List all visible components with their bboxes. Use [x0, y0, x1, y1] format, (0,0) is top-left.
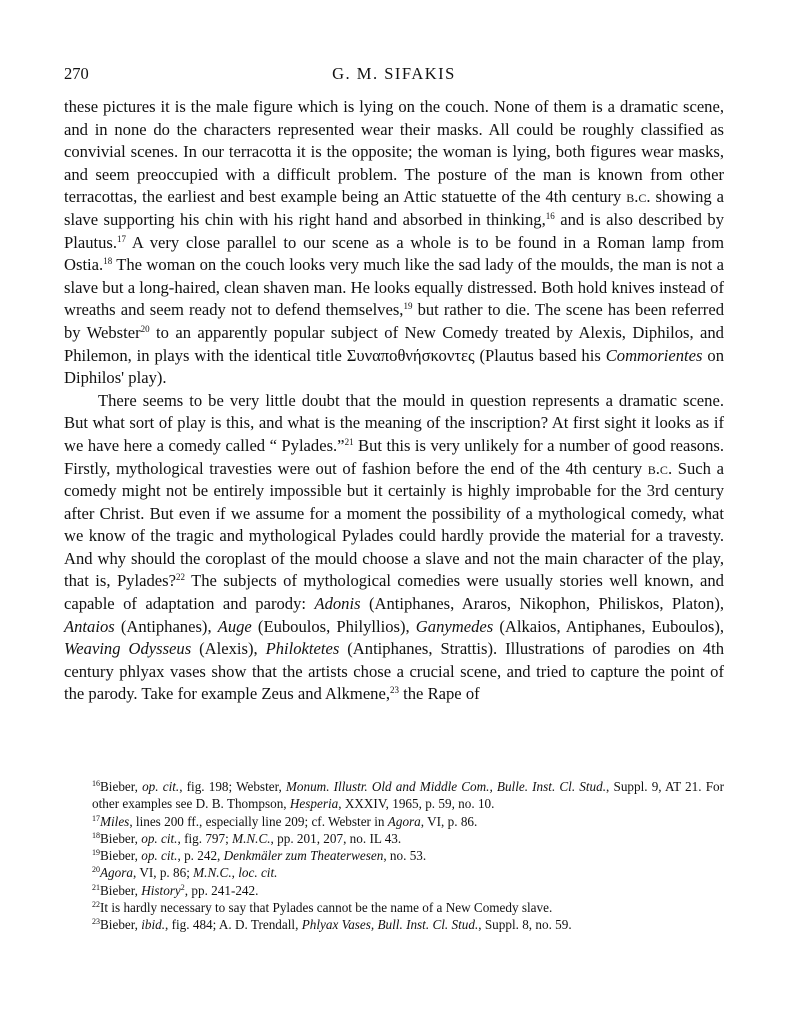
paragraph-1: these pictures it is the male figure which is lying on the couch. None of them is a dramatic scene, and in none do the characters represented wear their masks. All could be roughly classified as convivial scenes. In our terracotta it is the opposite; the woman is lying, both figures wear masks, and seem preoccupied with a difficult problem. The posture of the man is known from other terracottas, the earliest and best example being an Attic statuette of the 4th century b.c. showing a slave supporting his chin with his right hand and absorbed in thinking,$^{16}$ and is also described by Plautus.$^{17}$ A very close parallel to our scene as a whole is to be found in a Roman lamp from Ostia.$^{18}$ The woman on the couch looks very much like the sad lady of the moulds, the man is not a slave but a long-haired, clean shaven man. He looks equally distressed. Both hold knives instead of wreaths and seem ready not to defend themselves,$^{19}$ but rather to die. The scene has been referred by Webster$^{20}$ to an apparently popular subject of New Comedy treated by Alexis, Diphilos, and Philemon, in plays with the identical title Συναποθνήσκοντες (Plautus based his Commorientes on Diphilos' play).	[64, 97, 724, 388]
footnote-16: $^{16}$Bieber, op. cit., fig. 198; Webster, Monum. Illustr. Old and Middle Com., Bulle. Inst. Cl. Stud., Suppl. 9, AT 21. For other examples see D. B. Thompson, Hesperia, XXXIV, 1965, p. 59, no. 10.	[92, 779, 725, 812]
footnote-21: $^{21}$Bieber, History$^2$, pp. 241-242.	[92, 882, 259, 898]
footnote-ref-22[interactable]: 22	[175, 572, 185, 583]
greek-title: Συναποθνήσκοντες	[346, 345, 475, 365]
running-head: G. M. SIFAKIS	[332, 64, 456, 83]
footnotes	[64, 778, 724, 934]
footnote-ref-19[interactable]: 19	[403, 301, 413, 312]
page-header	[64, 64, 724, 88]
footnote-ref-18[interactable]: 18	[103, 256, 113, 267]
paragraph-2: There seems to be very little doubt that the mould in question represents a dramatic scene. But what sort of play is this, and what is the meaning of the inscription? At first sight it looks as if we have here a comedy called “ Pylades.”$^{21}$ But this is very unlikely for a number of good reasons. Firstly, mythological travesties were out of fashion before the end of the 4th century b.c. Such a comedy might not be entirely impossible but it certainly is highly improbable for the 3rd century after Christ. But even if we assume for a moment the possibility of a mythological comedy, what we know of the tragic and mythological Pylades could hardly provide the material for a travesty. And why should the coroplast of the mould choose a slave and not the main character of the play, that is, Pylades?$^{22}$ The subjects of mythological comedies were usually stories well known, and capable of adaptation and parody: Adonis (Antiphanes, Araros, Nikophon, Philiskos, Platon), Antaios (Antiphanes), Auge (Euboulos, Philyllios), Ganymedes (Alkaios, Antiphanes, Euboulos), Weaving Odysseus (Alexis), Philoktetes (Antiphanes, Strattis). Illustrations of parodies on 4th century phlyax vases show that the artists chose a crucial scene, and tried to capture the point of the parody. Take for example Zeus and Alkmene,$^{23}$ the Rape of	[64, 390, 724, 704]
footnote-22: $^{22}$It is hardly necessary to say that Pylades cannot be the name of a New Comedy slave.	[92, 900, 553, 916]
footnote-ref-21[interactable]: 21	[344, 436, 354, 447]
footnote-18: $^{18}$Bieber, op. cit., fig. 797; M.N.C., pp. 201, 207, no. IL 43.	[92, 830, 402, 846]
footnote-ref-23[interactable]: 23	[390, 685, 399, 696]
footnote-17: $^{17}$Miles, lines 200 ff., especially line 209; cf. Webster in Agora, VI, p. 86.	[92, 813, 478, 829]
footnote-23: $^{23}$Bieber, ibid., fig. 484; A. D. Trendall, Phlyax Vases, Bull. Inst. Cl. Stud., Suppl. 8, no. 59.	[92, 917, 572, 933]
footnote-ref-20[interactable]: 20	[140, 323, 150, 334]
footnote-ref-16[interactable]: 16	[545, 210, 555, 221]
page-number: 270	[64, 64, 89, 83]
footnote-19: $^{19}$Bieber, op. cit., p. 242, Denkmäler zum Theaterwesen, no. 53.	[92, 848, 427, 864]
footnote-ref-17[interactable]: 17	[117, 233, 127, 244]
body-text	[64, 96, 724, 706]
footnote-20: $^{20}$Agora, VI, p. 86; M.N.C., loc. cit.	[92, 865, 278, 881]
